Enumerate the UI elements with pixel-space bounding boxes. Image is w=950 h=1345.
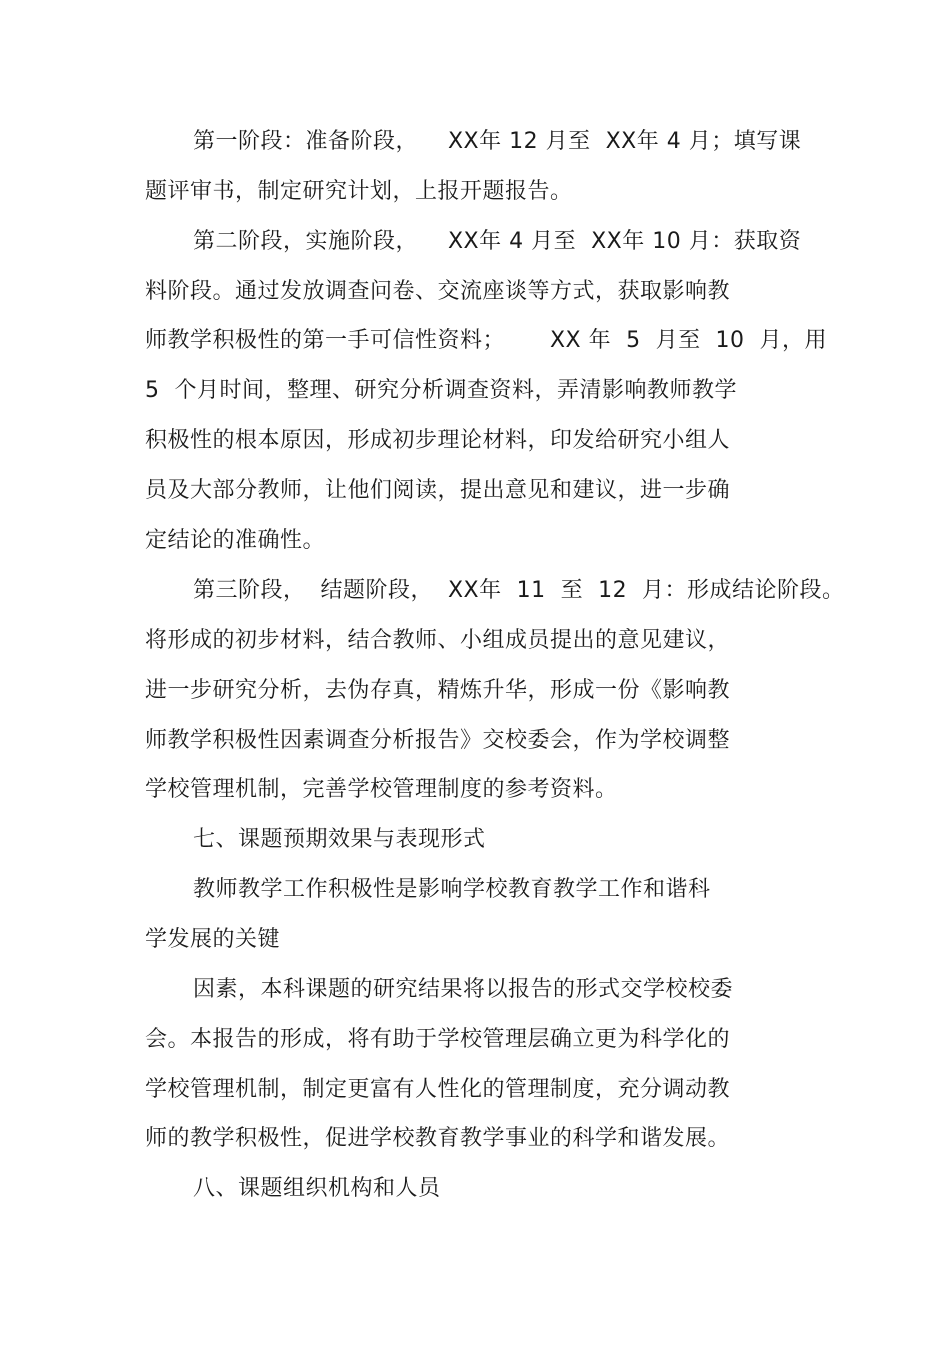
text-line: 会。本报告的形成，将有助于学校管理层确立更为科学化的 xyxy=(145,1027,731,1052)
section-heading: 七、课题预期效果与表现形式 xyxy=(193,827,486,852)
text-line: 进一步研究分析，去伪存真，精炼升华，形成一份《影响教 xyxy=(145,678,731,703)
text-line: 师的教学积极性，促进学校教育教学事业的科学和谐发展。 xyxy=(145,1126,731,1151)
text-line: 员及大部分教师，让他们阅读，提出意见和建议，进一步确 xyxy=(145,478,731,503)
text-line: 师教学积极性的第一手可信性资料； XX 年 5 月至 10 月，用 xyxy=(145,328,828,353)
text-line: 学校管理机制，完善学校管理制度的参考资料。 xyxy=(145,777,618,802)
text-line: 因素，本科课题的研究结果将以报告的形式交学校校委 xyxy=(193,977,734,1002)
section-heading: 八、课题组织机构和人员 xyxy=(193,1176,441,1201)
text-line: 第二阶段，实施阶段， XX年 4 月至 XX年 10 月：获取资 xyxy=(193,229,802,254)
text-line: 第一阶段：准备阶段， XX年 12 月至 XX年 4 月；填写课 xyxy=(193,129,802,154)
text-line: 5 个月时间，整理、研究分析调查资料，弄清影响教师教学 xyxy=(145,378,737,403)
text-line: 定结论的准确性。 xyxy=(145,528,326,553)
text-line: 题评审书，制定研究计划，上报开题报告。 xyxy=(145,179,573,204)
text-line: 将形成的初步材料，结合教师、小组成员提出的意见建议， xyxy=(145,628,731,653)
text-line: 教师教学工作积极性是影响学校教育教学工作和谐科 xyxy=(193,877,711,902)
text-line: 学发展的关键 xyxy=(145,927,281,952)
text-line: 学校管理机制，制定更富有人性化的管理制度，充分调动教 xyxy=(145,1077,731,1102)
text-line: 料阶段。通过发放调查问卷、交流座谈等方式，获取影响教 xyxy=(145,279,731,304)
text-line: 积极性的根本原因，形成初步理论材料，印发给研究小组人 xyxy=(145,428,731,453)
text-line: 师教学积极性因素调查分析报告》交校委会，作为学校调整 xyxy=(145,728,731,753)
text-line: 第三阶段， 结题阶段， XX年 11 至 12 月：形成结论阶段。 xyxy=(193,578,845,603)
